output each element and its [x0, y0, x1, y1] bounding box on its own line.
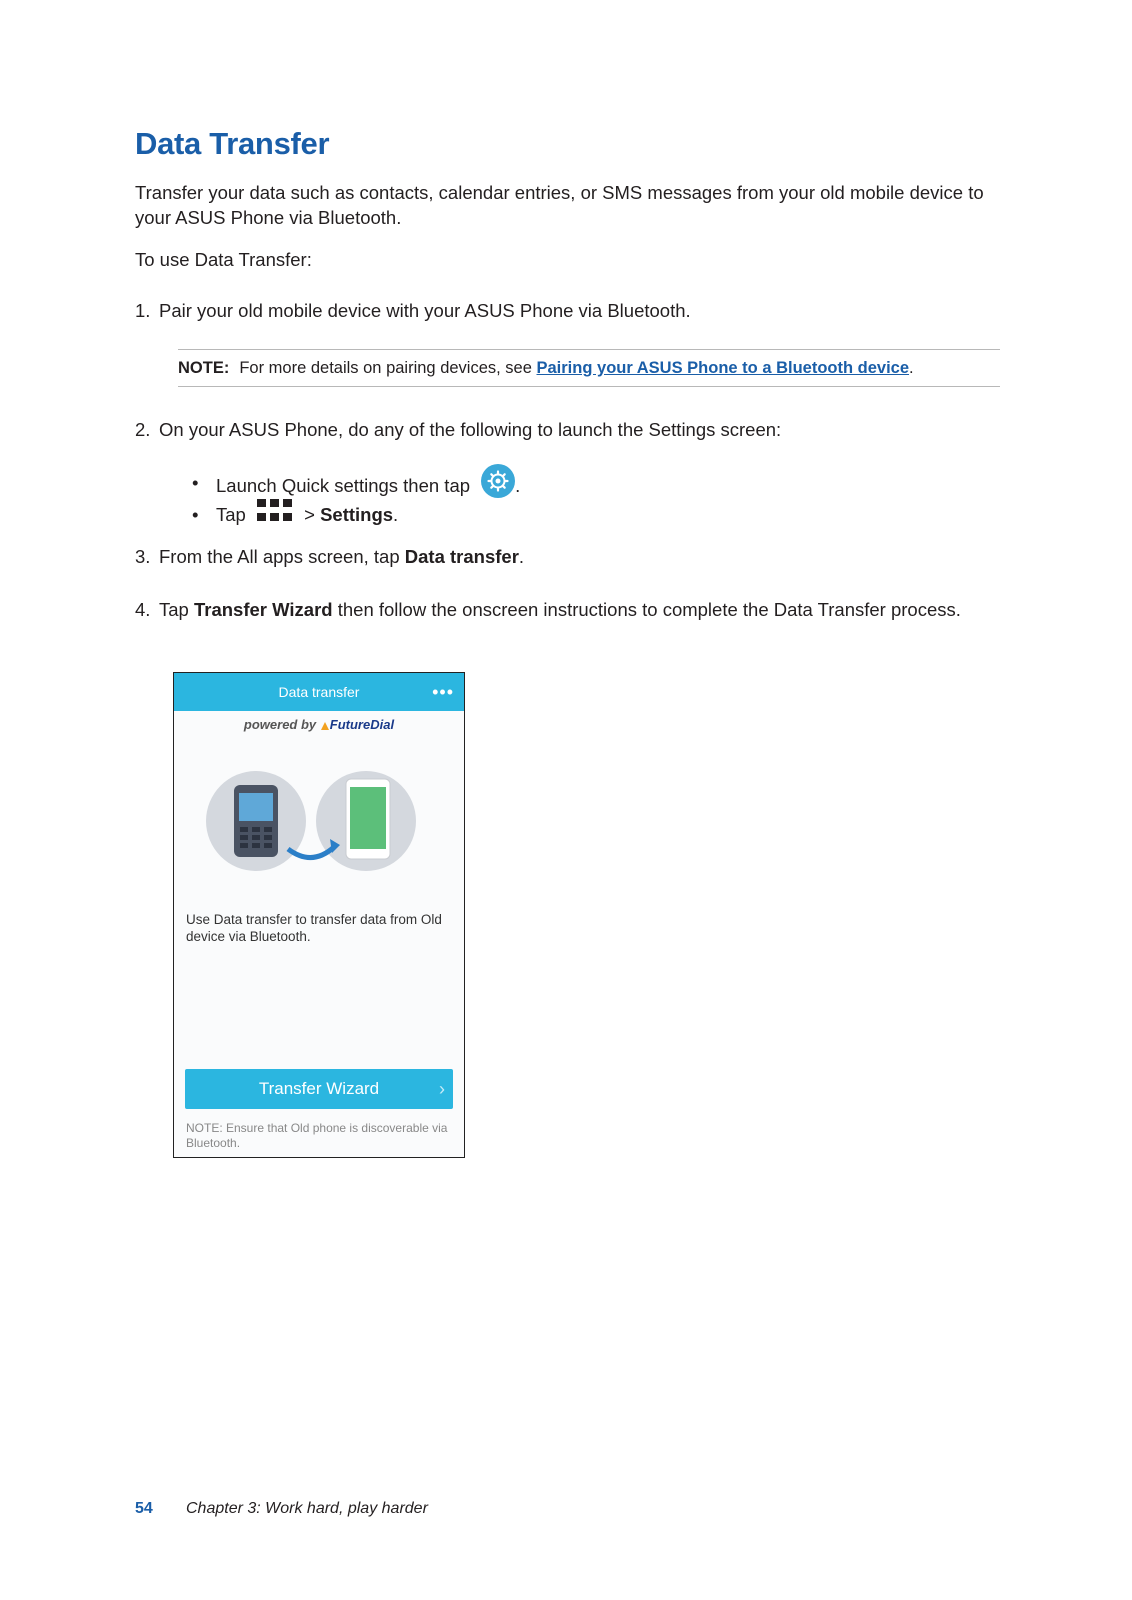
step-number: 1.	[135, 300, 151, 321]
settings-label: Settings	[320, 504, 394, 525]
app-description: Use Data transfer to transfer data from Old device via Bluetooth.	[186, 912, 442, 944]
note-text: For more details on pairing devices, see	[239, 359, 537, 377]
bullet-dot: •	[192, 472, 199, 493]
futuredial-brand: FutureDial	[329, 717, 395, 732]
page-number: 54	[135, 1500, 153, 1517]
step-text-post: then follow the onscreen instructions to complete the Data Transfer process.	[332, 599, 961, 620]
app-note: NOTE: Ensure that Old phone is discoverable via Bluetooth.	[186, 1121, 448, 1150]
powered-by-label: powered by	[243, 717, 317, 732]
note-line	[178, 357, 914, 379]
step-text: Pair your old mobile device with your ASUS Phone via Bluetooth.	[159, 300, 691, 321]
note-label: NOTE:	[178, 359, 230, 377]
transfer-illustration	[204, 771, 424, 881]
step-number: 3.	[135, 546, 151, 567]
step-text	[159, 597, 989, 622]
futuredial-logo-icon	[320, 721, 330, 731]
old-phone-icon	[234, 785, 278, 857]
note-end: .	[909, 359, 914, 377]
app-screenshot	[173, 672, 465, 1158]
bullet-end: .	[393, 504, 399, 525]
powered-by	[174, 717, 464, 732]
step-text	[159, 544, 989, 569]
bullet-sep: >	[304, 504, 315, 525]
step-number: 4.	[135, 599, 151, 620]
step-text-pre: From the All apps screen, tap	[159, 546, 405, 567]
bluetooth-pairing-link[interactable]: Pairing your ASUS Phone to a Bluetooth device	[536, 359, 910, 377]
step-number: 2.	[135, 419, 151, 440]
more-icon[interactable]: •••	[432, 682, 454, 702]
chevron-right-icon: ›	[439, 1079, 445, 1099]
new-phone-icon	[346, 779, 390, 859]
app-bar	[174, 673, 464, 711]
to-use-label: To use Data Transfer:	[135, 249, 312, 270]
intro-paragraph: Transfer your data such as contacts, calendar entries, or SMS messages from your old mobile device to your ASUS Phone via Bluetooth.	[135, 182, 984, 228]
step-text-pre: Tap	[159, 599, 194, 620]
bullet-end: .	[515, 474, 521, 496]
transfer-wizard-button-label: Transfer Wizard	[258, 1079, 380, 1098]
gear-icon	[481, 464, 515, 498]
bullet-tap: Tap	[216, 504, 246, 525]
transfer-wizard-label: Transfer Wizard	[193, 599, 333, 620]
all-apps-grid-icon	[257, 499, 293, 523]
step-text: On your ASUS Phone, do any of the following to launch the Settings screen:	[159, 419, 782, 440]
transfer-wizard-button[interactable]	[185, 1069, 453, 1109]
page-title: Data Transfer	[135, 126, 330, 161]
bullet-text: Launch Quick settings then tap	[216, 474, 471, 496]
app-title: Data transfer	[278, 684, 360, 700]
data-transfer-label: Data transfer	[404, 546, 519, 567]
bullet-dot: •	[192, 504, 199, 525]
step-text-post: .	[518, 546, 525, 567]
chapter-title: Chapter 3: Work hard, play harder	[186, 1500, 428, 1517]
